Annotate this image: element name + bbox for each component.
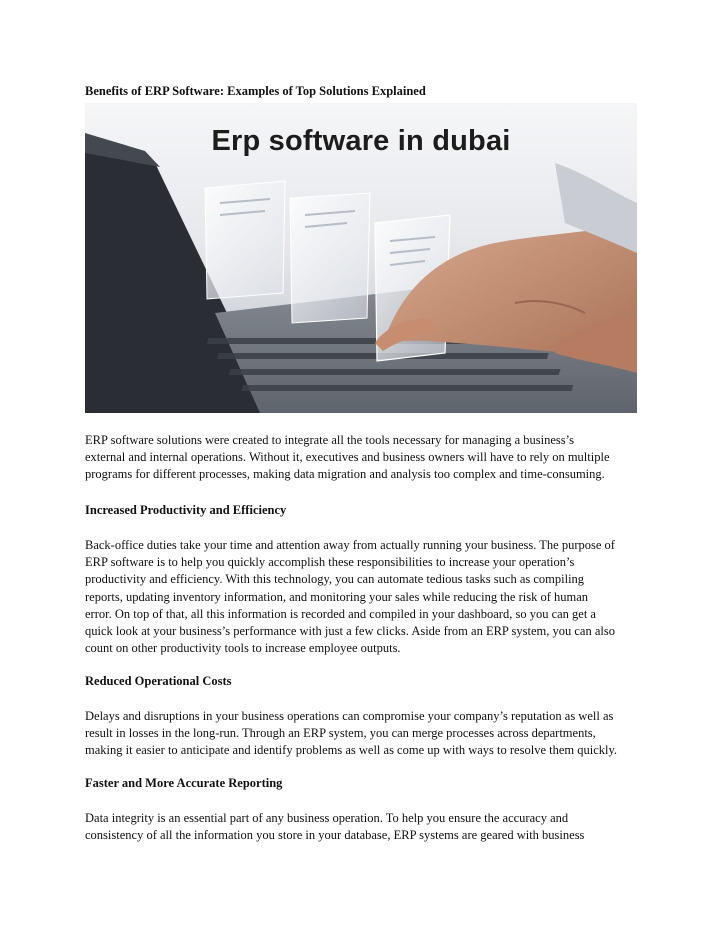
section-heading-costs: Reduced Operational Costs [85, 674, 232, 688]
text-line: external and internal operations. Without it, executives and business owners will have to rely on multiple [85, 450, 610, 465]
text-line: consistency of all the information you store in your database, ERP systems are geared with business [85, 828, 585, 843]
section-paragraph-reporting [85, 810, 640, 844]
section-paragraph-productivity [85, 537, 640, 657]
text-line: ERP software is to help you quickly accomplish these responsibilities to increase your operation’s [85, 555, 575, 570]
section-heading-reporting: Faster and More Accurate Reporting [85, 776, 283, 790]
section-heading-productivity: Increased Productivity and Efficiency [85, 503, 287, 517]
text-line: programs for different processes, making data migration and analysis too complex and time-consuming. [85, 467, 605, 482]
text-line: Data integrity is an essential part of any business operation. To help you ensure the accuracy and [85, 811, 569, 825]
text-line: Delays and disruptions in your business operations can compromise your company’s reputation as well as [85, 709, 614, 723]
text-line: error. On top of that, all this information is recorded and compiled in your dashboard, so you can get a [85, 606, 596, 621]
section-paragraph-costs [85, 708, 640, 760]
text-line: result in losses in the long-run. Through an ERP system, you can merge processes across departments, [85, 726, 596, 741]
text-line: reports, updating inventory information, and monitoring your sales while reducing the risk of human [85, 589, 589, 604]
document-title: Benefits of ERP Software: Examples of Top Solutions Explained [85, 84, 426, 98]
intro-paragraph [85, 432, 640, 484]
text-line: quick look at your business’s performance with just a few clicks. Aside from an ERP system, you can also [85, 624, 615, 639]
text-line: ERP software solutions were created to integrate all the tools necessary for managing a business’s [85, 433, 574, 447]
text-line: count on other productivity tools to increase employee outputs. [85, 641, 401, 656]
text-line: making it easier to anticipate and identify problems as well as come up with ways to resolve them quickly. [85, 743, 618, 758]
text-line: productivity and efficiency. With this technology, you can automate tedious tasks such as compiling [85, 572, 585, 587]
hero-caption: Erp software in dubai [211, 125, 511, 157]
text-line: Back-office duties take your time and attention away from actually running your business. The purpose of [85, 538, 615, 552]
hero-image [85, 103, 637, 413]
